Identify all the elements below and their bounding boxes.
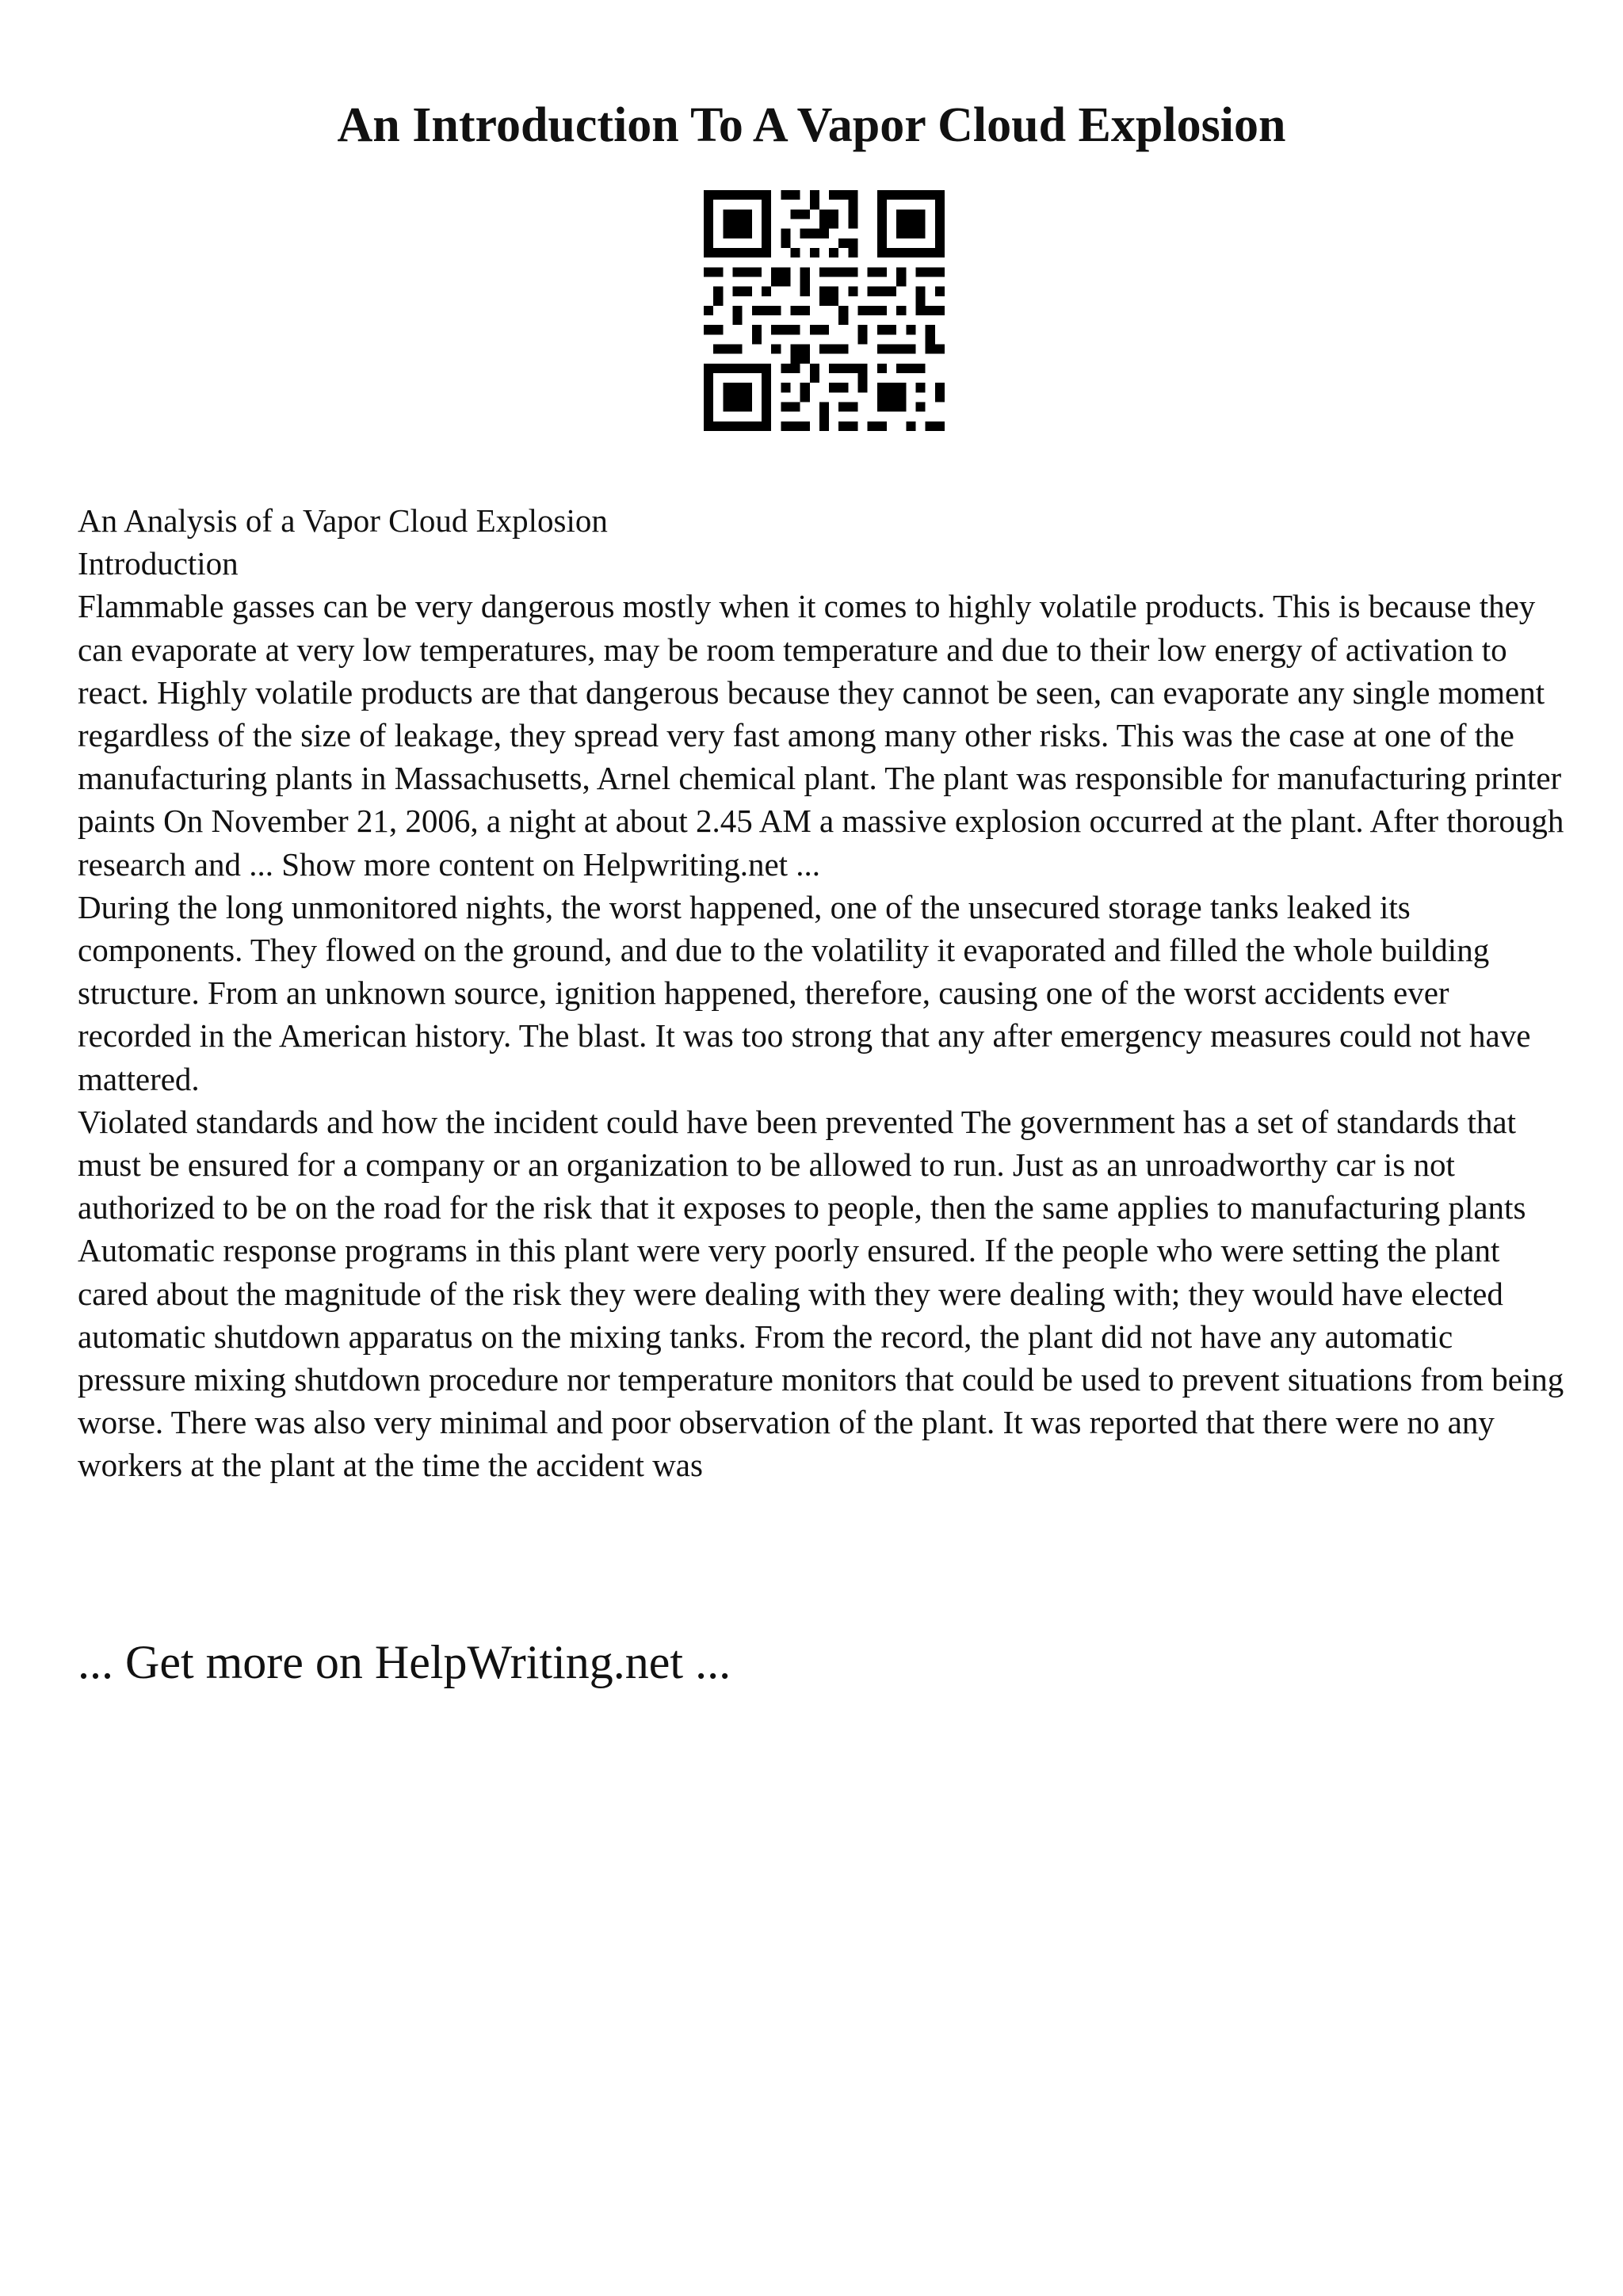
- paragraph-2: During the long unmonitored nights, the worst happened, one of the unsecured storage tanks leaked its components. They flowed on the ground, and due to the volatility it evaporated and filled the whole building structure. From an unknown source, ignition happened, therefore, causing one of the worst accidents ever recorded in the American history. The blast. It was too strong that any after emergency measures could not have mattered.: [78, 888, 1531, 1097]
- document-body: [78, 499, 1568, 1487]
- qr-code-graphic: [704, 190, 945, 431]
- introduction-label: Introduction: [78, 545, 239, 582]
- paragraph-3: Violated standards and how the incident could have been prevented The government has a set of standards that must be ensured for a company or an organization to be allowed to run. Just as an unroadworthy car is not authorized to be on the road for the risk that it exposes to people, then the same applies to manufacturing plants Automatic response programs in this plant were very poorly ensured. If the people who were setting the plant cared about the magnitude of the risk they were dealing with they were dealing with; they would have elected automatic shutdown apparatus on the mixing tanks. From the record, the plant did not have any automatic pressure mixing shutdown procedure nor temperature monitors that could be used to prevent situations from being worse. There was also very minimal and poor observation of the plant. It was reported that there were no any workers at the plant at the time the accident was: [78, 1103, 1564, 1484]
- qr-code-icon: [704, 190, 945, 431]
- paragraph-1: Flammable gasses can be very dangerous mostly when it comes to highly volatile products. This is because they can evaporate at very low temperatures, may be room temperature and due to their low energy of activation to react. Highly volatile products are that dangerous because they cannot be seen, can evaporate any single moment regardless of the size of leakage, they spread very fast among many other risks. This was the case at one of the manufacturing plants in Massachusetts, Arnel chemical plant. The plant was responsible for manufacturing printer paints On November 21, 2006, a night at about 2.45 AM a massive explosion occurred at the plant. After thorough research and ... Show more content on Helpwriting.net ...: [78, 588, 1564, 883]
- analysis-heading: An Analysis of a Vapor Cloud Explosion: [78, 502, 608, 539]
- document-title: An Introduction To A Vapor Cloud Explosion: [337, 98, 1286, 152]
- get-more-link[interactable]: ... Get more on HelpWriting.net ...: [78, 1636, 731, 1688]
